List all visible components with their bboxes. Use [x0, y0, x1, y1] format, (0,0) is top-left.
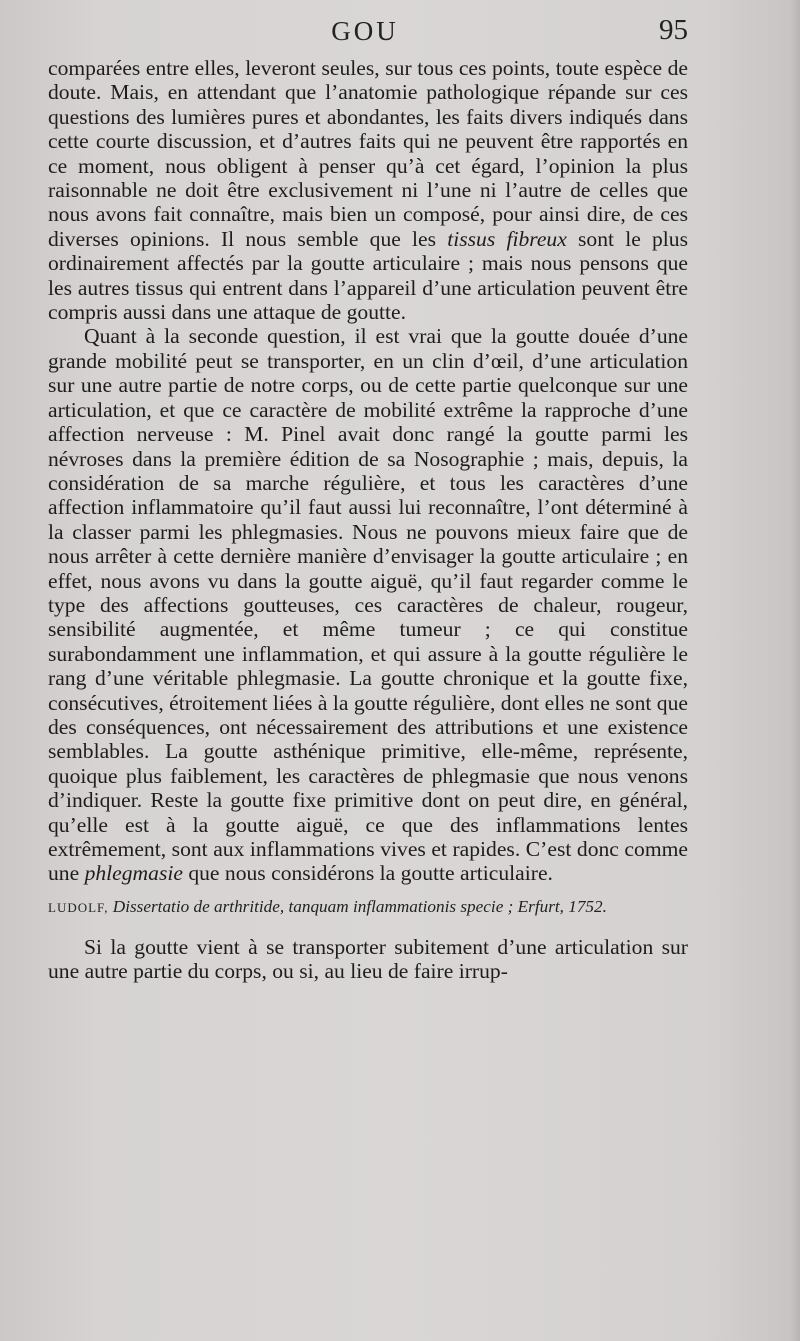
paragraph-2	[48, 324, 688, 885]
page-number: 95	[659, 14, 688, 46]
paragraph-3: Si la goutte vient à se transporter subitement d’une articulation sur une autre partie du corps, ou si, au lieu de faire irrup-	[48, 935, 688, 984]
paragraph-1	[48, 56, 688, 324]
paragraph-1-emphasis: tissus fibreux	[447, 226, 567, 251]
page-edge-shadow	[790, 0, 800, 1341]
footnote	[48, 897, 688, 918]
running-head	[0, 16, 800, 56]
paragraph-1-text-a: comparées entre elles, leveront seules, sur tous ces points, toute espèce de doute. Mais, en attendant que l’anatomie pathologique répande sur ces questions des lumières pures et abondantes, les faits divers indiqués dans cette courte discussion, et d’autres faits qui ne peuvent être rapportés en ce moment, nous obligent à penser qu’à cet égard, l’opinion la plus raisonnable ne doit être exclusivement ni l’une ni l’autre de celles que nous avons fait connaître, mais bien un composé, pour ainsi dire, de ces diverses opinions. Il nous semble que les	[48, 56, 688, 251]
footnote-author: LUDOLF,	[48, 899, 109, 915]
footnote-citation: Dissertatio de arthritide, tanquam inflammationis specie ; Erfurt, 1752.	[108, 896, 607, 916]
body-text	[48, 56, 688, 984]
paragraph-1-text-b: sont le plus ordinairement affectés par la goutte articulaire ; mais nous pensons que les autres tissus qui entrent dans l’appareil d’une articulation peuvent être compris aussi dans une attaque de goutte.	[48, 226, 688, 325]
paragraph-2-emphasis: phlegmasie	[84, 861, 183, 886]
paragraph-2-text-b: que nous considérons la goutte articulaire.	[182, 861, 553, 886]
running-title: GOU	[331, 16, 399, 46]
paragraph-2-text-a: Quant à la seconde question, il est vrai que la goutte douée d’une grande mobilité peut se transporter, en un clin d’œil, d’une articulation sur une autre partie de notre corps, ou de cette partie quelconque sur une articulation, et que ce caractère de mobilité extrême la rapproche d’une affection nerveuse : M. Pinel avait donc rangé la goutte parmi les névroses dans la première édition de sa Nosographie ; mais, depuis, la considération de sa marche régulière, et tous les caractères d’une affection inflammatoire qu’il faut aussi lui reconnaître, l’ont déterminé à la classer parmi les phlegmasies. Nous ne pouvons mieux faire que de nous arrêter à cette dernière manière d’envisager la goutte articulaire ; en effet, nous avons vu dans la goutte aiguë, qu’il faut regarder comme le type des affections goutteuses, ces caractères de chaleur, rougeur, sensibilité augmentée, et même tumeur ; ce qui constitue surabondamment une inflammation, et qui assure à la goutte régulière le rang d’une véritable phlegmasie. La goutte chronique et la goutte fixe, consécutives, étroitement liées à la goutte régulière, dont elles ne sont que des conséquences, ont nécessairement des attributions et une existence semblables. La goutte asthénique primitive, elle-même, représente, quoique plus faiblement, les caractères de phlegmasie que nous venons d’indiquer. Reste la goutte fixe primitive dont on peut dire, en général, qu’elle est à la goutte aiguë, ce que des inflammations lentes extrêmement, sont aux inflammations vives et rapides. C’est donc comme une	[48, 324, 688, 886]
